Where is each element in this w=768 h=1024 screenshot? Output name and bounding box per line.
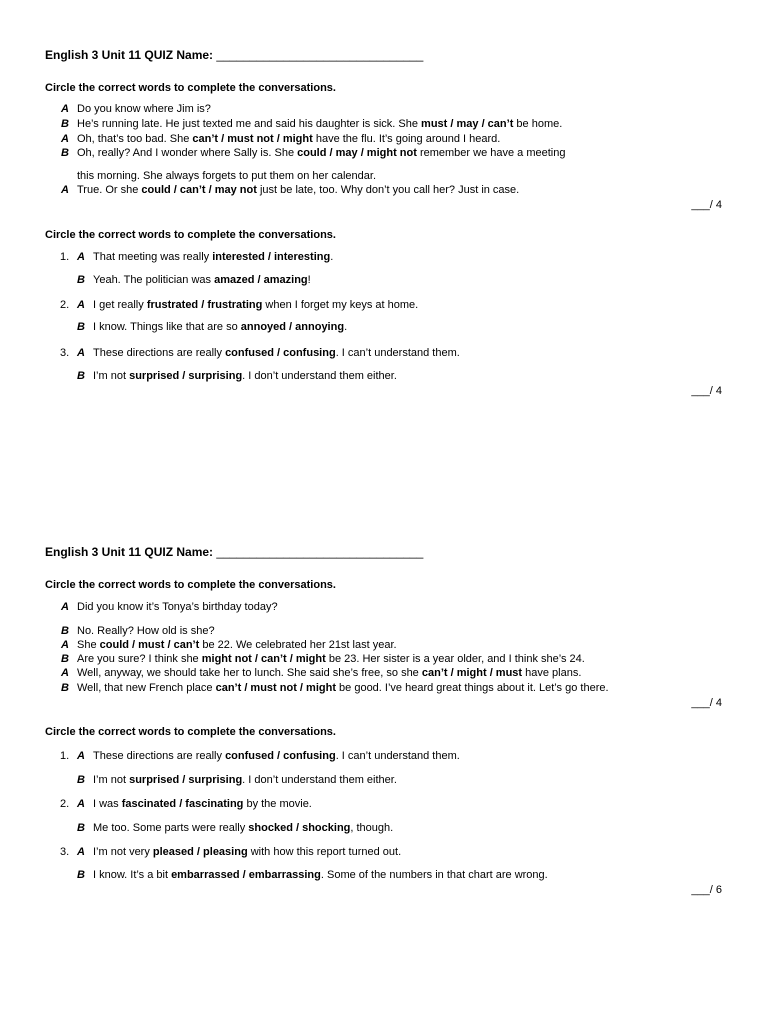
speaker-label: A <box>61 667 69 679</box>
quiz-title <box>45 545 423 559</box>
item-number: 3. <box>60 846 70 858</box>
speaker-label: B <box>77 274 85 286</box>
dialogue-line <box>61 601 278 613</box>
line-text: True. Or she <box>77 184 142 196</box>
line-text: No. Really? How old is she? <box>77 625 215 637</box>
speaker-label: B <box>61 625 69 637</box>
dialogue-line <box>61 103 211 115</box>
line-text: be home. <box>513 118 563 130</box>
dialogue-line <box>61 653 585 665</box>
line-text: . Some of the numbers in that chart are wrong. <box>320 869 548 881</box>
quiz-title-text: English 3 Unit 11 QUIZ Name: <box>45 48 214 62</box>
answer-choices: fascinated / fascinating <box>121 798 244 810</box>
item-line-a <box>60 798 312 810</box>
line-text: be 22. We celebrated her 21st last year. <box>199 639 397 651</box>
speaker-label: A <box>77 798 85 810</box>
line-text: Well, anyway, we should take her to lunch. She said she’s free, so she <box>77 667 422 679</box>
answer-choices: interested / interesting <box>212 251 331 263</box>
answer-choices: can’t / must not / might <box>192 133 313 145</box>
line-text: remember we have a meeting <box>416 147 566 159</box>
quiz-title-text: English 3 Unit 11 QUIZ Name: <box>45 545 214 559</box>
speaker-label: A <box>77 846 85 858</box>
speaker-label: A <box>61 103 69 115</box>
line-text: I get really <box>93 299 147 311</box>
line-text: That meeting was really <box>93 251 213 263</box>
speaker-label: A <box>61 184 69 196</box>
answer-choices: frustrated / frustrating <box>146 299 263 311</box>
line-text: Did you know it’s Tonya’s birthday today? <box>77 601 278 613</box>
line-text: have the flu. It’s going around I heard. <box>312 133 501 145</box>
speaker-label: B <box>77 370 85 382</box>
item-line-a <box>60 846 401 858</box>
dialogue-line <box>61 682 609 694</box>
instruction: Circle the correct words to complete the conversations. <box>45 726 336 738</box>
dialogue-line <box>61 147 565 159</box>
line-text: , though. <box>350 822 394 834</box>
answer-choices: surprised / surprising <box>129 370 243 382</box>
dialogue-line <box>77 170 376 182</box>
answer-choices: can’t / must not / might <box>215 682 336 694</box>
line-text: when I forget my keys at home. <box>262 299 419 311</box>
line-text: have plans. <box>522 667 582 679</box>
item-line-a <box>60 347 460 359</box>
speaker-label: A <box>77 347 85 359</box>
answer-choices: must / may / can’t <box>421 118 514 130</box>
speaker-label: B <box>61 147 69 159</box>
speaker-label: B <box>61 653 69 665</box>
answer-choices: pleased / pleasing <box>152 846 248 858</box>
answer-choices: surprised / surprising <box>129 774 243 786</box>
line-text: I’m not <box>93 370 130 382</box>
item-number: 2. <box>60 299 70 311</box>
item-line-a <box>60 299 418 311</box>
item-line-a <box>60 750 460 762</box>
line-text: . <box>344 321 348 333</box>
speaker-label: A <box>61 639 69 651</box>
line-text: He’s running late. He just texted me and said his daughter is sick. She <box>77 118 422 130</box>
dialogue-line <box>61 667 581 679</box>
line-text: . I don’t understand them either. <box>242 370 397 382</box>
line-text: this morning. She always forgets to put them on her calendar. <box>77 170 376 182</box>
line-text: These directions are really <box>93 347 226 359</box>
quiz-title <box>45 48 423 62</box>
item-number: 1. <box>60 251 70 263</box>
score: ___/ 4 <box>691 697 722 709</box>
name-blank: _______________________________ <box>216 545 424 559</box>
speaker-label: A <box>61 601 69 613</box>
answer-choices: could / may / might not <box>297 147 417 159</box>
speaker-label: B <box>77 869 85 881</box>
score: ___/ 6 <box>691 884 722 896</box>
speaker-label: A <box>77 750 85 762</box>
line-text: be good. I’ve heard great things about it. Let’s go there. <box>335 682 609 694</box>
line-text: by the movie. <box>243 798 312 810</box>
score: ___/ 4 <box>691 385 722 397</box>
line-text: These directions are really <box>93 750 226 762</box>
dialogue-line <box>61 639 397 651</box>
dialogue-line <box>61 625 215 637</box>
line-text: Oh, really? And I wonder where Sally is. She <box>77 147 298 159</box>
speaker-label: B <box>77 321 85 333</box>
instruction: Circle the correct words to complete the conversations. <box>45 579 336 591</box>
speaker-label: B <box>61 682 69 694</box>
answer-choices: embarrassed / embarrassing <box>171 869 321 881</box>
line-text: Well, that new French place <box>77 682 216 694</box>
answer-choices: confused / confusing <box>225 347 336 359</box>
line-text: just be late, too. Why don’t you call her? Just in case. <box>256 184 520 196</box>
answer-choices: confused / confusing <box>225 750 336 762</box>
line-text: Do you know where Jim is? <box>77 103 211 115</box>
speaker-label: A <box>77 299 85 311</box>
answer-choices: annoyed / annoying <box>240 321 345 333</box>
item-number: 3. <box>60 347 70 359</box>
line-text: Oh, that’s too bad. She <box>77 133 193 145</box>
item-line-b <box>77 321 347 333</box>
instruction: Circle the correct words to complete the conversations. <box>45 229 336 241</box>
line-text: be 23. Her sister is a year older, and I think she’s 24. <box>325 653 585 665</box>
speaker-label: B <box>77 774 85 786</box>
name-blank: _______________________________ <box>216 48 424 62</box>
answer-choices: shocked / shocking <box>248 822 351 834</box>
item-line-b <box>77 774 397 786</box>
line-text: I’m not <box>93 774 130 786</box>
item-line-b <box>77 370 397 382</box>
item-number: 1. <box>60 750 70 762</box>
item-number: 2. <box>60 798 70 810</box>
line-text: I was <box>93 798 122 810</box>
line-text: Me too. Some parts were really <box>93 822 249 834</box>
line-text: Are you sure? I think she <box>77 653 202 665</box>
answer-choices: can’t / might / must <box>421 667 523 679</box>
line-text: I’m not very <box>93 846 153 858</box>
line-text: I know. Things like that are so <box>93 321 241 333</box>
item-line-b <box>77 822 393 834</box>
dialogue-line <box>61 133 500 145</box>
line-text: She <box>77 639 100 651</box>
speaker-label: A <box>61 133 69 145</box>
answer-choices: could / must / can’t <box>99 639 200 651</box>
item-line-b <box>77 274 311 286</box>
dialogue-line <box>61 184 519 196</box>
line-text: ! <box>307 274 311 286</box>
answer-choices: amazed / amazing <box>214 274 308 286</box>
dialogue-line <box>61 118 562 130</box>
line-text: . I don’t understand them either. <box>242 774 397 786</box>
line-text: . I can’t understand them. <box>335 750 460 762</box>
score: ___/ 4 <box>691 199 722 211</box>
line-text: I know. It’s a bit <box>93 869 172 881</box>
speaker-label: B <box>77 822 85 834</box>
line-text: with how this report turned out. <box>247 846 402 858</box>
line-text: . I can’t understand them. <box>335 347 460 359</box>
speaker-label: A <box>77 251 85 263</box>
item-line-a <box>60 251 333 263</box>
answer-choices: might not / can’t / might <box>201 653 326 665</box>
line-text: . <box>330 251 334 263</box>
instruction: Circle the correct words to complete the conversations. <box>45 82 336 94</box>
line-text: Yeah. The politician was <box>93 274 215 286</box>
item-line-b <box>77 869 548 881</box>
answer-choices: could / can’t / may not <box>141 184 257 196</box>
speaker-label: B <box>61 118 69 130</box>
